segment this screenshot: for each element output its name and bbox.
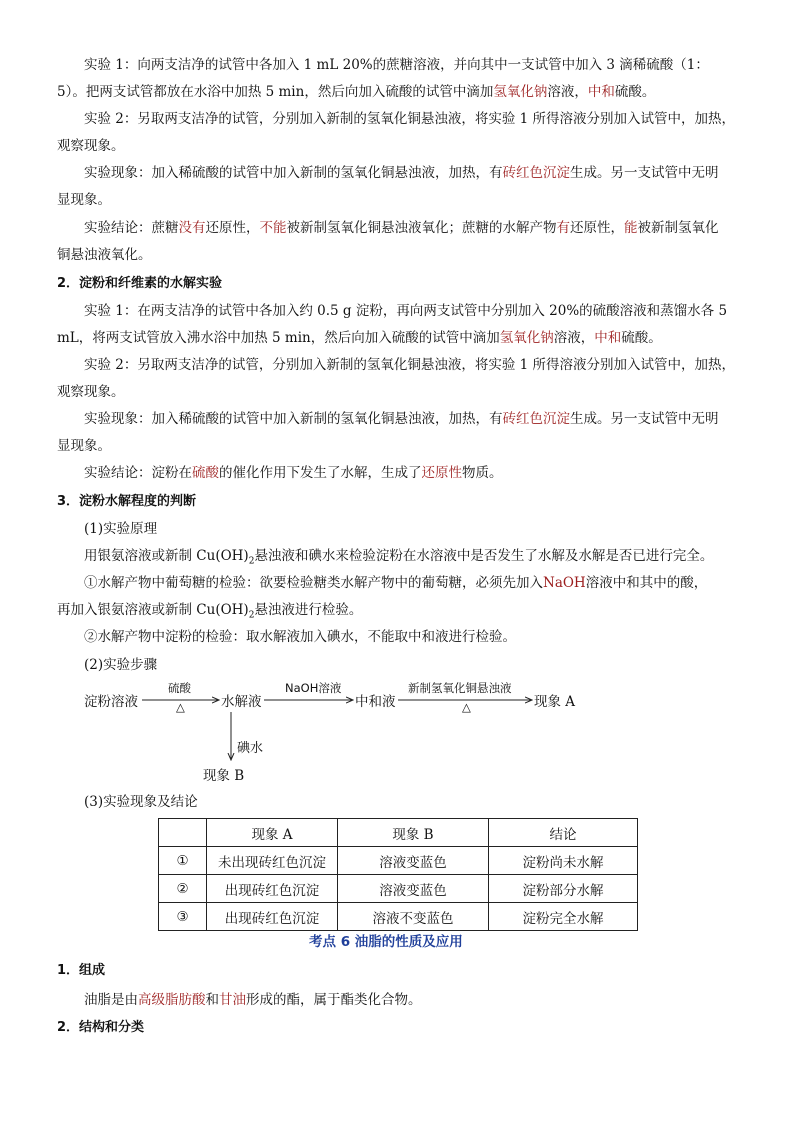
highlight: 氢氧化钠 bbox=[499, 330, 554, 346]
text: 实验结论：淀粉在 bbox=[84, 465, 192, 481]
table-cell: 溶液不变蓝色 bbox=[338, 903, 489, 931]
text: 悬浊液和碘水来检验淀粉在水溶液中是否发生了水解及水解是否已进行完全。 bbox=[254, 548, 714, 564]
text: 用银氨溶液或新制 Cu(OH) bbox=[84, 548, 249, 564]
s1-conclusion-line2: 铜悬浊液氧化。 bbox=[57, 247, 152, 263]
kp6-heading-composition: 1．组成 bbox=[57, 963, 106, 978]
flow-label-heat2: △ bbox=[462, 700, 471, 714]
text: 被新制氢氧化 bbox=[637, 220, 719, 236]
text: 被新制氢氧化铜悬浊液氧化；蔗糖的水解产物 bbox=[286, 220, 557, 236]
s2-exp2-line1: 实验 2：另取两支洁净的试管，分别加入新制的氢氧化铜悬浊液，将实验 1 所得溶液分别加入试管中，加热， bbox=[84, 357, 736, 373]
text: 的催化作用下发生了水解，生成了 bbox=[219, 465, 422, 481]
flow-label-cuoh2: 新制氢氧化铜悬浊液 bbox=[408, 681, 512, 695]
table-cell: 淀粉尚未水解 bbox=[489, 847, 638, 875]
highlight: 氢氧化钠 bbox=[493, 84, 548, 100]
flow-label-acid: 硫酸 bbox=[168, 681, 191, 695]
flow-label-naoh: NaOH溶液 bbox=[285, 681, 342, 695]
text: 硫酸。 bbox=[614, 84, 656, 100]
s1-exp2-line2: 观察现象。 bbox=[57, 138, 125, 154]
highlight: 中和 bbox=[594, 330, 622, 346]
highlight: 还原性 bbox=[421, 465, 462, 481]
subscript: 2 bbox=[248, 556, 255, 567]
s3-item2: ②水解产物中淀粉的检验：取水解液加入碘水，不能取中和液进行检验。 bbox=[84, 629, 516, 645]
highlight: 砖红色沉淀 bbox=[502, 165, 570, 181]
text: mL，将两支试管放入沸水浴中加热 5 min，然后向加入硫酸的试管中滴加 bbox=[57, 330, 500, 346]
text: 和 bbox=[205, 992, 219, 1008]
table-cell: ① bbox=[159, 847, 207, 875]
highlight: 甘油 bbox=[219, 992, 246, 1008]
table-header-row bbox=[159, 819, 638, 847]
text: ①水解产物中葡萄糖的检验：欲要检验糖类水解产物中的葡萄糖，必须先加入 bbox=[84, 575, 543, 591]
highlight: 砖红色沉淀 bbox=[502, 411, 570, 427]
text: 还原性， bbox=[205, 220, 260, 236]
text: 悬浊液进行检验。 bbox=[254, 602, 363, 618]
text: 生成。另一支试管中无明 bbox=[570, 411, 719, 427]
table-cell: 溶液变蓝色 bbox=[338, 847, 489, 875]
kp6-heading-structure: 2．结构和分类 bbox=[57, 1020, 145, 1035]
table-cell: 出现砖红色沉淀 bbox=[207, 903, 338, 931]
highlight: 没有 bbox=[178, 220, 206, 236]
flow-node-phenomenon-a: 现象 A bbox=[534, 694, 576, 710]
text: 实验结论：蔗糖 bbox=[84, 220, 179, 236]
text: 油脂是由 bbox=[84, 992, 138, 1008]
table-header-cell: 结论 bbox=[489, 819, 638, 847]
table-header-cell: 现象 A bbox=[207, 819, 338, 847]
table-cell: ③ bbox=[159, 903, 207, 931]
table-row bbox=[159, 875, 638, 903]
highlight: 中和 bbox=[587, 84, 615, 100]
highlight: 高级脂肪酸 bbox=[138, 992, 206, 1008]
s2-exp2-line2: 观察现象。 bbox=[57, 384, 125, 400]
text: 生成。另一支试管中无明 bbox=[570, 165, 719, 181]
s2-exp1-line1: 实验 1：在两支洁净的试管中各加入约 0.5 g 淀粉，再向两支试管中分别加入 20%的硫酸溶液和蒸馏水各 5 bbox=[84, 303, 728, 319]
flow-label-iodine: 碘水 bbox=[237, 741, 264, 756]
s3-heading: 3．淀粉水解程度的判断 bbox=[57, 494, 197, 509]
table-cell: 溶液变蓝色 bbox=[338, 875, 489, 903]
text: 实验现象：加入稀硫酸的试管中加入新制的氢氧化铜悬浊液，加热，有 bbox=[84, 411, 503, 427]
results-table bbox=[158, 818, 638, 931]
s3-sub-steps: (2)实验步骤 bbox=[84, 657, 158, 673]
kp6-composition-text bbox=[84, 990, 422, 1010]
table-cell: 未出现砖红色沉淀 bbox=[207, 847, 338, 875]
kp6-title: 考点 6 油脂的性质及应用 bbox=[309, 934, 463, 950]
table-row bbox=[159, 847, 638, 875]
flow-node-starch: 淀粉溶液 bbox=[84, 694, 138, 710]
table-header-cell bbox=[159, 819, 207, 847]
text: 5）。把两支试管都放在水浴中加热 5 min，然后向加入硫酸的试管中滴加 bbox=[57, 84, 494, 100]
table-cell: 出现砖红色沉淀 bbox=[207, 875, 338, 903]
s2-heading: 2．淀粉和纤维素的水解实验 bbox=[57, 276, 223, 291]
s3-sub-principle: (1)实验原理 bbox=[84, 521, 158, 537]
table-header-cell: 现象 B bbox=[338, 819, 489, 847]
s1-phenomenon-line2: 显现象。 bbox=[57, 192, 111, 208]
s2-phenomenon-line2: 显现象。 bbox=[57, 438, 111, 454]
text: 溶液， bbox=[553, 330, 595, 346]
text: 溶液， bbox=[547, 84, 588, 100]
table-row bbox=[159, 903, 638, 931]
table-cell: 淀粉部分水解 bbox=[489, 875, 638, 903]
s1-exp1-line1: 实验 1：向两支洁净的试管中各加入 1 mL 20%的蔗糖溶液，并向其中一支试管中加入 3 滴稀硫酸（1： bbox=[84, 57, 709, 73]
s3-sub-results: (3)实验现象及结论 bbox=[84, 794, 198, 810]
highlight: 能 bbox=[624, 220, 638, 236]
highlight: 不能 bbox=[259, 220, 287, 236]
text: 实验现象：加入稀硫酸的试管中加入新制的氢氧化铜悬浊液，加热，有 bbox=[84, 165, 503, 181]
highlight: 有 bbox=[556, 220, 570, 236]
flow-node-phenomenon-b: 现象 B bbox=[203, 768, 245, 784]
text: 形成的酯，属于酯类化合物。 bbox=[246, 992, 422, 1008]
text: 硫酸。 bbox=[621, 330, 662, 346]
table-cell: 淀粉完全水解 bbox=[489, 903, 638, 931]
text: 还原性， bbox=[570, 220, 624, 236]
text: 物质。 bbox=[462, 465, 503, 481]
subscript: 2 bbox=[248, 610, 255, 621]
s1-exp2-line1: 实验 2：另取两支洁净的试管，分别加入新制的氢氧化铜悬浊液，将实验 1 所得溶液分别加入试管中，加热， bbox=[84, 111, 736, 127]
flow-label-heat1: △ bbox=[176, 700, 185, 714]
highlight: NaOH bbox=[543, 575, 586, 591]
flow-node-neutralized: 中和液 bbox=[355, 694, 396, 710]
flow-node-hydrolysate: 水解液 bbox=[221, 694, 262, 710]
text: 再加入银氨溶液或新制 Cu(OH) bbox=[57, 602, 249, 618]
highlight: 硫酸 bbox=[192, 465, 219, 481]
table-cell: ② bbox=[159, 875, 207, 903]
text: 溶液中和其中的酸， bbox=[585, 575, 708, 591]
